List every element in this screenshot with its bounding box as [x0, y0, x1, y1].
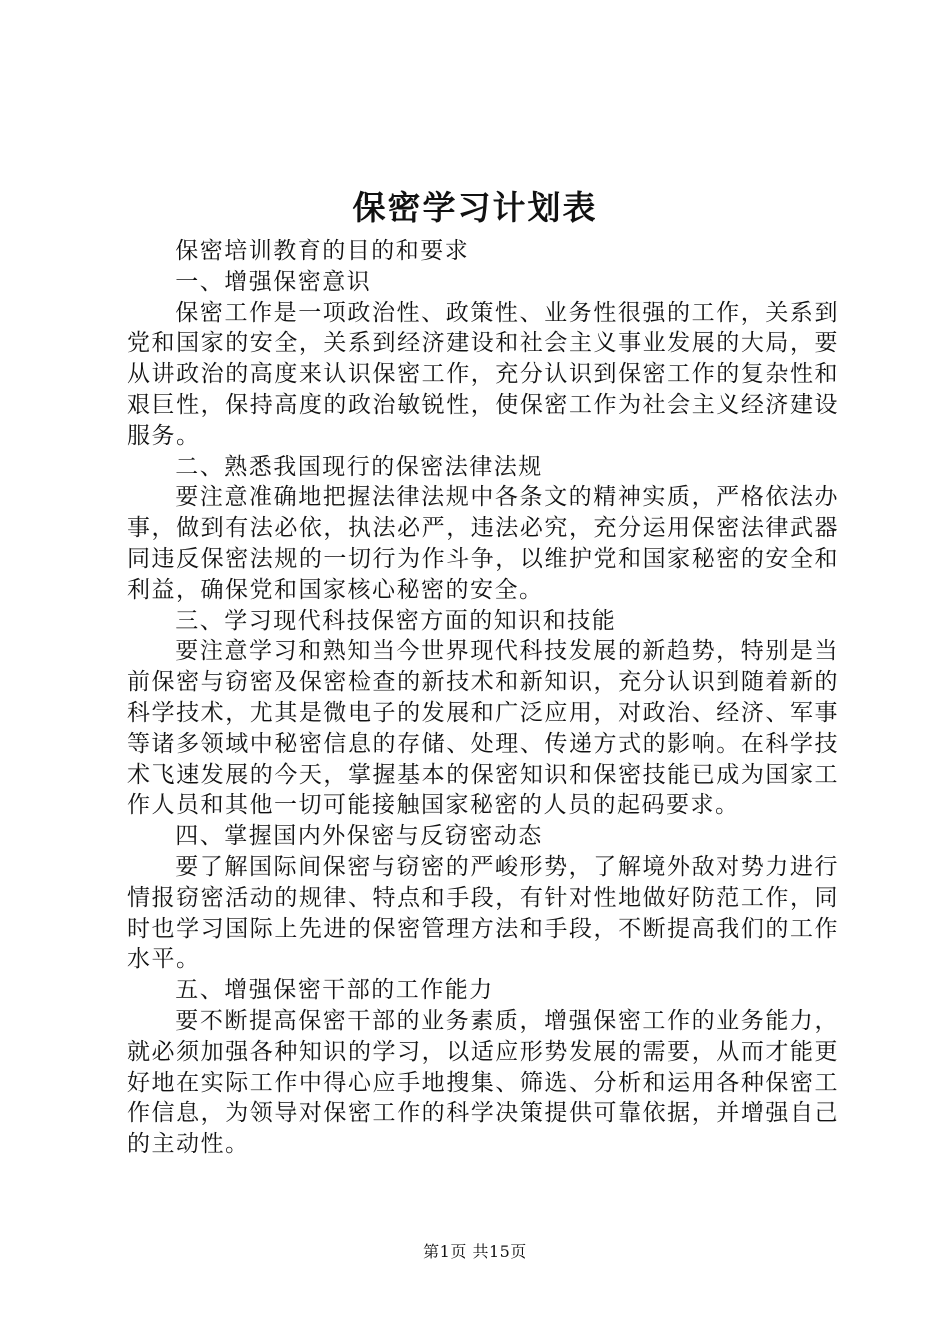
document-title: 保密学习计划表 — [352, 188, 598, 227]
intro-heading: 保密培训教育的目的和要求 — [175, 238, 470, 264]
section-3-heading: 三、学习现代科技保密方面的知识和技能 — [175, 607, 617, 634]
document-body — [127, 236, 839, 1160]
section-1-paragraph: 保密工作是一项政治性、政策性、业务性很强的工作，关系到党和国家的安全，关系到经济建设和社会主义事业发展的大局，要从讲政治的高度来认识保密工作，充分认识到保密工作的复杂性和艰巨性，保持高度的政治敏锐性，使保密工作为社会主义经济建设服务。 — [127, 299, 839, 449]
section-2-paragraph: 要注意准确地把握法律法规中各条文的精神实质，严格依法办事，做到有法必依，执法必严，违法必究，充分运用保密法律武器同违反保密法规的一切行为作斗争，以维护党和国家秘密的安全和利益，确保党和国家核心秘密的安全。 — [127, 484, 839, 603]
section-2-heading: 二、熟悉我国现行的保密法律法规 — [175, 453, 543, 480]
section-5-heading: 五、增强保密干部的工作能力 — [175, 977, 494, 1004]
page-number-footer: 第1页 共15页 — [423, 1242, 527, 1261]
section-5-paragraph: 要不断提高保密干部的业务素质，增强保密工作的业务能力，就必须加强各种知识的学习，以适应形势发展的需要，从而才能更好地在实际工作中得心应手地搜集、筛选、分析和运用各种保密工作信息，为领导对保密工作的科学决策提供可靠依据，并增强自己的主动性。 — [127, 1007, 839, 1158]
section-4-paragraph: 要了解国际间保密与窃密的严峻形势，了解境外敌对势力进行情报窃密活动的规律、特点和手段，有针对性地做好防范工作，同时也学习国际上先进的保密管理方法和手段，不断提高我们的工作水平。 — [127, 853, 839, 973]
section-1-heading: 一、增强保密意识 — [175, 268, 372, 295]
section-4-heading: 四、掌握国内外保密与反窃密动态 — [175, 823, 543, 850]
section-3-paragraph: 要注意学习和熟知当今世界现代科技发展的新趋势，特别是当前保密与窃密及保密检查的新技术和新知识，充分认识到随着新的科学技术，尤其是微电子的发展和广泛应用，对政治、经济、军事等诸多领域中秘密信息的存储、处理、传递方式的影响。在科学技术飞速发展的今天，掌握基本的保密知识和保密技能已成为国家工作人员和其他一切可能接触国家秘密的人员的起码要求。 — [127, 638, 839, 819]
